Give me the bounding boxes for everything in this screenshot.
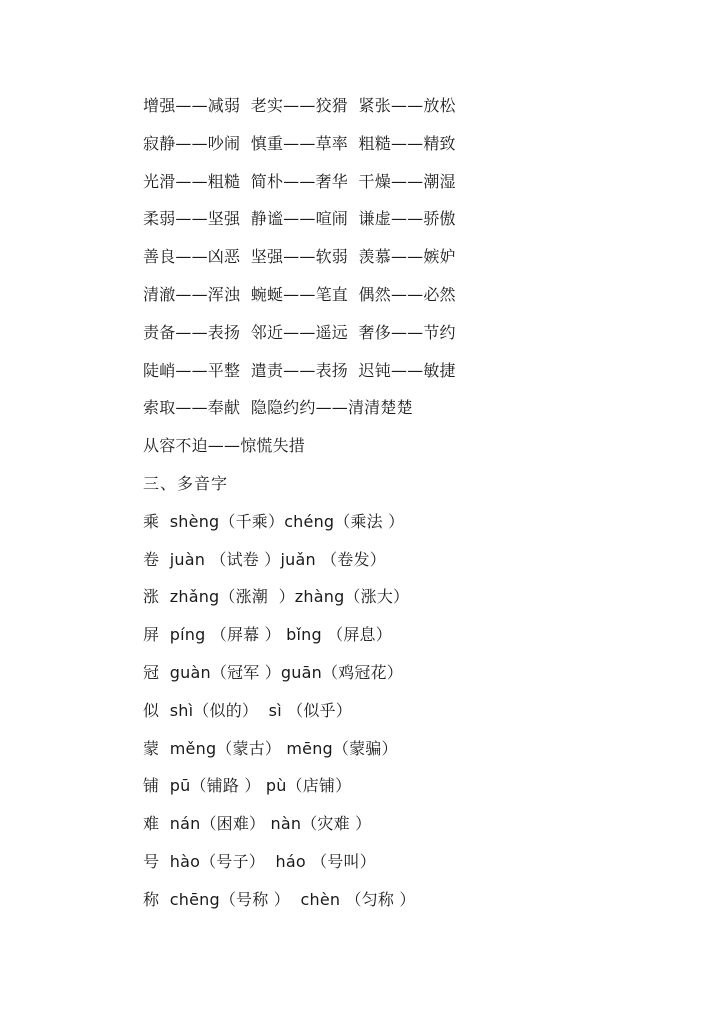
polyphone-line: 卷 juàn （试卷 ）juǎn （卷发） xyxy=(143,549,386,569)
antonym-line: 光滑——粗糙 简朴——奢华 干燥——潮湿 xyxy=(143,171,456,191)
polyphone-line: 屏 píng （屏幕 ） bǐng （屏息） xyxy=(143,625,392,645)
antonym-line: 增强——减弱 老实——狡猾 紧张——放松 xyxy=(143,96,456,115)
polyphone-line: 涨 zhǎng（涨潮 ）zhàng（涨大） xyxy=(143,587,410,607)
antonym-line: 陡峭——平整 遣责——表扬 迟钝——敏捷 xyxy=(143,360,456,380)
polyphone-line: 称 chēng（号称 ） chèn （匀称 ） xyxy=(143,889,416,909)
antonym-line: 清澈——浑浊 蜿蜒——笔直 偶然——必然 xyxy=(143,284,456,304)
antonym-line: 索取——奉献 隐隐约约——清清楚楚 xyxy=(143,398,413,418)
antonym-line: 善良——凶恶 坚强——软弱 羡慕——嫉妒 xyxy=(143,247,456,267)
antonym-line: 责备——表扬 邻近——遥远 奢侈——节约 xyxy=(143,322,456,342)
polyphone-line: 铺 pū（铺路 ） pù（店铺） xyxy=(143,776,352,796)
polyphone-line: 难 nán（困难） nàn（灾难 ） xyxy=(143,814,372,834)
polyphone-line: 似 shì（似的） sì （似乎） xyxy=(143,700,352,720)
antonym-line: 寂静——吵闹 慎重——草率 粗糙——精致 xyxy=(143,133,456,153)
antonym-line: 从容不迫——惊慌失措 xyxy=(143,436,306,456)
antonym-line: 柔弱——坚强 静谧——喧闹 谦虚——骄傲 xyxy=(143,209,456,229)
section-title: 三、多音字 xyxy=(143,473,229,493)
polyphone-line: 冠 guàn（冠军 ）guān（鸡冠花） xyxy=(143,662,403,682)
polyphone-line: 乘 shèng（千乘）chéng（乘法 ） xyxy=(143,511,405,531)
content-block xyxy=(143,92,663,924)
polyphone-line: 号 hào（号子） háo （号叫） xyxy=(143,851,376,871)
polyphone-line: 蒙 měng（蒙古） mēng（蒙骗） xyxy=(143,738,398,758)
